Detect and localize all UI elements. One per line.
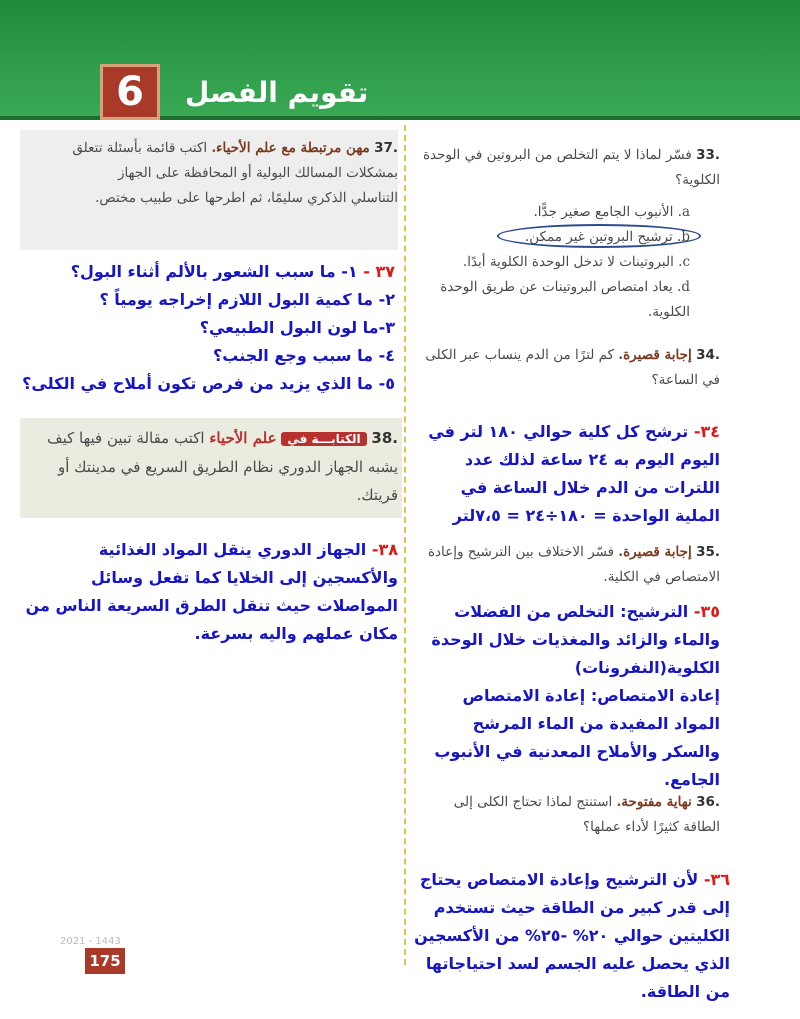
question-number: 37. (374, 140, 398, 156)
selected-answer-oval (497, 224, 701, 248)
question-tag: نهاية مفتوحة. (616, 794, 692, 810)
question-text: اكتب قائمة بأسئلة تتعلق بمشكلات المسالك البولية أو المحافظة على الجهاز التناسلي الذكري سليمًا، ثم اطرحها على طبيب مختص. (72, 140, 398, 206)
question-35 (415, 540, 720, 590)
answer-lead: ٣٥- (693, 602, 720, 621)
answer-text: ١- ما سبب الشعور بالألم أثناء البول؟ (70, 262, 358, 281)
answer-text: الجهاز الدوري ينقل المواد الغذائية والأكسجين إلى الخلايا كما تفعل وسائل المواصلات حيث تنقل الطرق السريعة الناس من مكان عملهم واليه بسرعة. (25, 540, 398, 643)
column-divider (404, 125, 406, 965)
question-text: فسّر الاختلاف بين الترشيح وإعادة الامتصاص في الكلية. (427, 544, 720, 585)
page-number: 175 (85, 948, 125, 974)
answer-text: لأن الترشيح وإعادة الامتصاص يحتاج إلى قدر كبير من الطاقة حيث تستخدم الكليتين حوالي ٢٠% -٢٥% من الأكسجين الذي يحصل عليه الجسم لسد احتياجاتها من الطاقة. (414, 870, 730, 1001)
answer-34 (418, 418, 720, 530)
answer-35 (418, 598, 720, 794)
answer-text: الترشيح: التخلص من الفضلات والماء والزائد والمغذيات خلال الوحدة الكلوية(النفرونات) (431, 602, 720, 677)
question-tag: إجابة قصيرة. (618, 347, 692, 363)
answer-lead: ٣٧ - (363, 262, 395, 281)
question-34 (415, 343, 720, 393)
answer-line: ٥- ما الذي يزيد من فرص تكون أملاح في الكلى؟ (22, 374, 395, 393)
q33-options (415, 200, 690, 325)
question-tag: إجابة قصيرة. (618, 544, 692, 560)
answer-line (418, 598, 720, 682)
answer-line: ٣-ما لون البول الطبيعي؟ (199, 318, 395, 337)
year-footer: 2021 - 1443 (60, 936, 121, 947)
option-a: a. الأنبوب الجامع صغير جدًّا. (533, 204, 690, 220)
question-number: 33. (696, 147, 720, 163)
answer-line: إعادة الامتصاص: إعادة الامتصاص المواد المفيدة من الماء المرشح والسكر والأملاح المعدنية في الأنبوب الجامع. (434, 686, 720, 789)
answer-36 (410, 866, 730, 1006)
question-36 (415, 790, 720, 840)
writing-badge: الكتابـــة في (281, 432, 366, 446)
question-33 (415, 143, 720, 193)
option-b: b. ترشيح البروتين غير ممكن. (524, 229, 690, 245)
question-number: 34. (696, 347, 720, 363)
answer-text: ترشح كل كلية حوالي ١٨٠ لتر في اليوم اليوم به ٢٤ ساعة لذلك عدد اللترات من الدم خلال الساعة في الملية الواحدة = ١٨٠÷٢٤ = ٧،٥لتر (428, 422, 720, 525)
answer-lead: ٣٨- (371, 540, 398, 559)
chapter-number-badge (100, 64, 160, 120)
question-tag: علم الأحياء (209, 429, 277, 447)
question-number: 36. (696, 794, 720, 810)
chapter-title: تقويم الفصل (185, 76, 369, 109)
question-text: اكتب مقالة تبين فيها كيف يشبه الجهاز الدوري نظام الطريق السريع في مدينتك أو قريتك. (47, 429, 398, 504)
chapter-number: 6 (116, 69, 144, 115)
answer-line: ٤- ما سبب وجع الجنب؟ (213, 346, 395, 365)
answer-lead: ٣٤- (693, 422, 720, 441)
answer-38 (10, 536, 398, 648)
question-text: استنتج لماذا تحتاج الكلى إلى الطاقة كثيرًا لأداء عملها؟ (453, 794, 720, 835)
question-text: كم لترًا من الدم ينساب عبر الكلى في الساعة؟ (425, 347, 720, 388)
answer-line (15, 258, 395, 286)
option-c: c. البروتينات لا تدخل الوحدة الكلوية أبدًا. (462, 254, 690, 270)
answer-37 (15, 258, 395, 398)
question-38 (36, 424, 398, 509)
question-tag: مهن مرتبطة مع علم الأحياء. (211, 140, 370, 156)
question-number: 38. (371, 429, 398, 447)
question-text: فسّر لماذا لا يتم التخلص من البروتين في الوحدة الكلوية؟ (422, 147, 720, 188)
question-number: 35. (696, 544, 720, 560)
question-37 (70, 136, 398, 211)
answer-line: ٢- ما كمية البول اللازم إخراجه يومياً ؟ (99, 290, 395, 309)
option-d: d. يعاد امتصاص البروتينات عن طريق الوحدة الكلوية. (440, 279, 690, 320)
answer-lead: ٣٦- (703, 870, 730, 889)
